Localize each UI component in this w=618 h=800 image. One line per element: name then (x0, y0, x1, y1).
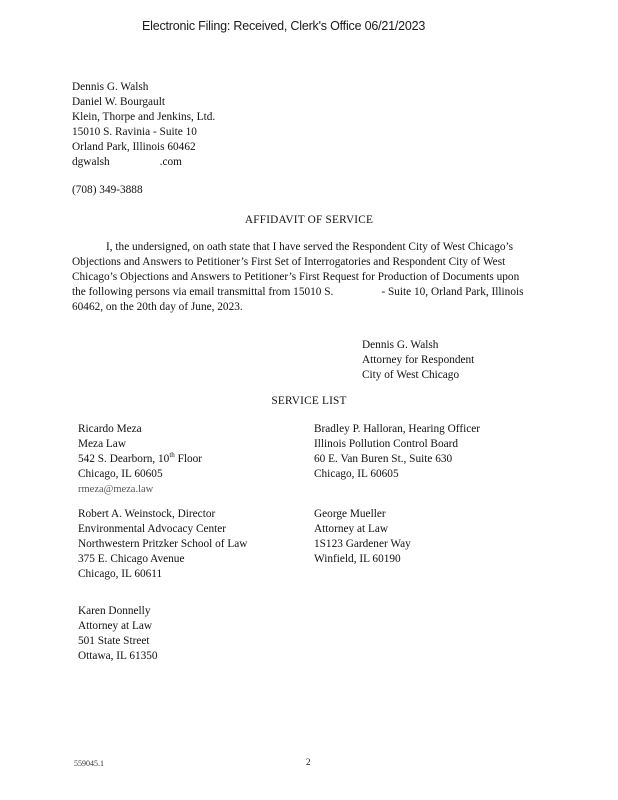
signer-name: Dennis G. Walsh (362, 339, 439, 351)
firm-email (72, 155, 215, 170)
firm-street: 15010 S. Ravinia - Suite 10 (72, 126, 197, 138)
recipient-name: Robert A. Weinstock, Director (78, 508, 216, 520)
recipient-street: 375 E. Chicago Avenue (78, 553, 185, 565)
recipient-title: Attorney at Law (314, 523, 389, 535)
recipient-city: Winfield, IL 60190 (314, 553, 401, 565)
street-text-end: Floor (174, 453, 203, 465)
body-line: Objections and Answers to Petitioner’s First Set of Interrogatories and Respondent City of West (72, 256, 506, 268)
attorney-name: Dennis G. Walsh (72, 81, 149, 93)
recipient-email: rmeza@meza.law (78, 484, 154, 495)
affidavit-title: AFFIDAVIT OF SERVICE (244, 214, 374, 226)
body-line-part: - Suite 10, Orland Park, Illinois (381, 286, 524, 298)
email-domain: .com (159, 156, 182, 168)
attorney-name-2: Daniel W. Bourgault (72, 96, 165, 108)
recipient-street (78, 452, 202, 467)
law-firm: Klein, Thorpe and Jenkins, Ltd. (72, 111, 216, 123)
service-entry-donnelly (78, 604, 158, 664)
affidavit-body (72, 240, 552, 315)
service-entry-meza (78, 422, 202, 497)
body-line (72, 285, 552, 300)
email-user: dgwalsh (72, 156, 110, 168)
recipient-street: 501 State Street (78, 635, 150, 647)
service-list-title: SERVICE LIST (271, 395, 347, 407)
recipient-title: Attorney at Law (78, 620, 153, 632)
attorney-block (72, 80, 215, 170)
body-line: 60462, on the 20th day of June, 2023. (72, 301, 243, 313)
service-entry-mueller (314, 507, 411, 567)
recipient-name: Bradley P. Halloran, Hearing Officer (314, 423, 481, 435)
recipient-org: Environmental Advocacy Center (78, 523, 227, 535)
signer-client: City of West Chicago (362, 369, 460, 381)
body-line-part: the following persons via email transmittal from 15010 S. (72, 286, 334, 298)
body-line: I, the undersigned, on oath state that I have served the Respondent City of West Chicago’s (106, 241, 514, 253)
recipient-name: Karen Donnelly (78, 605, 151, 617)
street-text: 542 S. Dearborn, 10 (78, 453, 170, 465)
service-entry-halloran (314, 422, 480, 482)
document-code: 559045.1 (74, 759, 104, 768)
ordinal-suffix: th (169, 451, 175, 460)
recipient-street: 60 E. Van Buren St., Suite 630 (314, 453, 453, 465)
efiling-stamp: Electronic Filing: Received, Clerk's Office 06/21/2023 (142, 19, 426, 33)
recipient-school: Northwestern Pritzker School of Law (78, 538, 248, 550)
signature-block (362, 338, 474, 383)
page-number: 2 (306, 757, 311, 767)
firm-city: Orland Park, Illinois 60462 (72, 141, 196, 153)
recipient-name: George Mueller (314, 508, 386, 520)
recipient-city: Chicago, IL 60605 (78, 468, 163, 480)
recipient-firm: Meza Law (78, 438, 126, 450)
firm-phone: (708) 349-3888 (72, 184, 143, 196)
recipient-street: 1S123 Gardener Way (314, 538, 411, 550)
recipient-city: Chicago, IL 60605 (314, 468, 399, 480)
recipient-name: Ricardo Meza (78, 423, 142, 435)
body-line: Chicago’s Objections and Answers to Petitioner’s First Request for Production of Documents upon (72, 271, 520, 283)
recipient-city: Ottawa, IL 61350 (78, 650, 158, 662)
service-entry-weinstock (78, 507, 247, 582)
signer-title: Attorney for Respondent (362, 354, 475, 366)
recipient-org: Illinois Pollution Control Board (314, 438, 459, 450)
recipient-city: Chicago, IL 60611 (78, 568, 163, 580)
